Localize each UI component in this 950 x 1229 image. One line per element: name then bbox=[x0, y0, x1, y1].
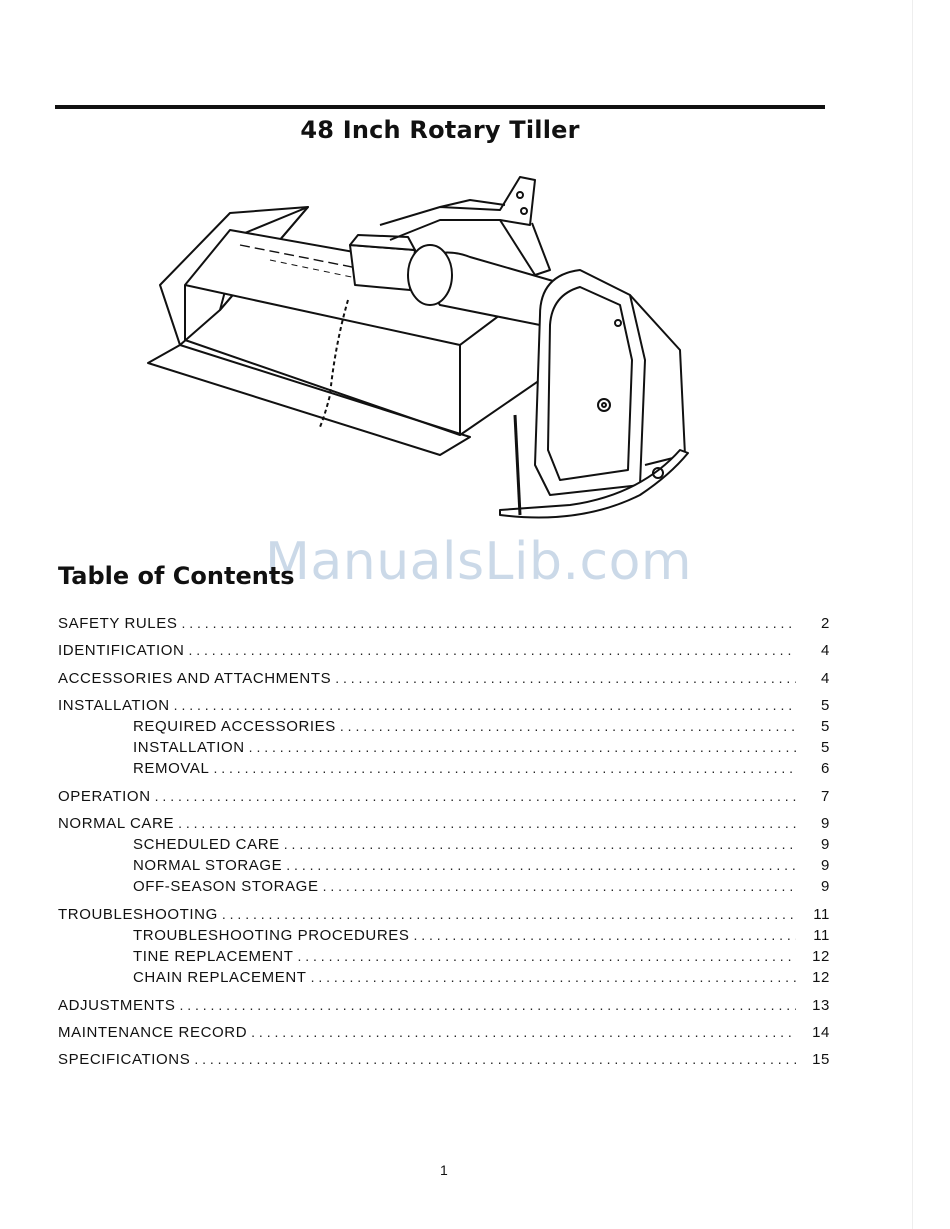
toc-entry-label: NORMAL STORAGE bbox=[133, 857, 283, 874]
toc-entry bbox=[58, 1051, 830, 1068]
toc-entry bbox=[133, 857, 830, 874]
toc-entry bbox=[58, 997, 830, 1014]
toc-entry-label: SCHEDULED CARE bbox=[133, 836, 280, 853]
toc-entry-page: 12 bbox=[812, 948, 830, 965]
toc-entry-page: 13 bbox=[812, 997, 830, 1014]
toc-heading: Table of Contents bbox=[58, 562, 295, 590]
toc-entry bbox=[58, 1024, 830, 1041]
rotary-tiller-illustration bbox=[140, 165, 700, 535]
toc-entry-label: INSTALLATION bbox=[133, 739, 245, 756]
toc-entry-label: SAFETY RULES bbox=[58, 615, 178, 632]
toc-entry-label: INSTALLATION bbox=[58, 697, 170, 714]
toc-entry-page: 9 bbox=[821, 836, 830, 853]
page-number: 1 bbox=[440, 1162, 448, 1178]
toc-leader-dots bbox=[155, 788, 796, 804]
toc-entry-page: 5 bbox=[821, 739, 830, 756]
toc-entry bbox=[133, 948, 830, 965]
toc-leader-dots bbox=[188, 642, 796, 658]
toc-entry-label: SPECIFICATIONS bbox=[58, 1051, 191, 1068]
toc-leader-dots bbox=[178, 815, 796, 831]
toc-entry-label: OFF-SEASON STORAGE bbox=[133, 878, 319, 895]
toc-entry bbox=[133, 927, 830, 944]
toc-leader-dots bbox=[286, 857, 796, 873]
toc-entry-page: 11 bbox=[813, 906, 830, 923]
toc-entry-page: 9 bbox=[821, 878, 830, 895]
toc-entry-label: TROUBLESHOOTING bbox=[58, 906, 218, 923]
toc-leader-dots bbox=[297, 948, 796, 964]
toc-entry bbox=[58, 670, 830, 687]
toc-leader-dots bbox=[413, 927, 796, 943]
toc-entry-label: MAINTENANCE RECORD bbox=[58, 1024, 248, 1041]
toc-entry-page: 9 bbox=[821, 815, 830, 832]
toc-entry bbox=[133, 836, 830, 853]
toc-entry bbox=[133, 969, 830, 986]
toc-entry-page: 6 bbox=[821, 760, 830, 777]
toc-entry-page: 14 bbox=[812, 1024, 830, 1041]
toc-entry-page: 7 bbox=[821, 788, 830, 805]
toc-entry-label: OPERATION bbox=[58, 788, 151, 805]
toc-entry-page: 9 bbox=[821, 857, 830, 874]
toc-leader-dots bbox=[335, 670, 796, 686]
toc-leader-dots bbox=[249, 739, 796, 755]
toc-leader-dots bbox=[251, 1024, 796, 1040]
toc-entry-page: 2 bbox=[821, 615, 830, 632]
toc-entry-page: 15 bbox=[812, 1051, 830, 1068]
page-edge-line bbox=[912, 0, 913, 1229]
toc-entry-label: ADJUSTMENTS bbox=[58, 997, 176, 1014]
toc-entry bbox=[58, 615, 830, 632]
toc-entry-label: TROUBLESHOOTING PROCEDURES bbox=[133, 927, 410, 944]
toc-entry bbox=[58, 697, 830, 714]
toc-leader-dots bbox=[323, 878, 796, 894]
toc-leader-dots bbox=[284, 836, 796, 852]
toc-leader-dots bbox=[222, 906, 796, 922]
toc-entry-page: 11 bbox=[813, 927, 830, 944]
toc-entry-page: 5 bbox=[821, 697, 830, 714]
toc-entry-page: 5 bbox=[821, 718, 830, 735]
toc-entry bbox=[58, 815, 830, 832]
toc-entry bbox=[133, 718, 830, 735]
toc-leader-dots bbox=[213, 760, 796, 776]
toc-entry-page: 12 bbox=[812, 969, 830, 986]
toc-leader-dots bbox=[194, 1051, 796, 1067]
toc-entry-label: IDENTIFICATION bbox=[58, 642, 185, 659]
header-rule bbox=[55, 105, 825, 109]
watermark: ManualsLib.com bbox=[265, 532, 693, 592]
toc-leader-dots bbox=[181, 615, 796, 631]
toc-leader-dots bbox=[311, 969, 796, 985]
toc-entry-label: REMOVAL bbox=[133, 760, 210, 777]
toc-entry-label: TINE REPLACEMENT bbox=[133, 948, 294, 965]
toc-entry-label: REQUIRED ACCESSORIES bbox=[133, 718, 336, 735]
toc-entry bbox=[133, 760, 830, 777]
toc-entry-page: 4 bbox=[821, 670, 830, 687]
toc-entry-label: ACCESSORIES AND ATTACHMENTS bbox=[58, 670, 332, 687]
toc-entry-label: NORMAL CARE bbox=[58, 815, 175, 832]
toc-entry bbox=[58, 642, 830, 659]
toc-entry bbox=[133, 739, 830, 756]
toc-entry bbox=[58, 788, 830, 805]
document-title: 48 Inch Rotary Tiller bbox=[300, 116, 580, 144]
toc-leader-dots bbox=[179, 997, 796, 1013]
toc-leader-dots bbox=[340, 718, 796, 734]
toc-entry-page: 4 bbox=[821, 642, 830, 659]
toc-entry bbox=[58, 906, 830, 923]
toc-entry-label: CHAIN REPLACEMENT bbox=[133, 969, 307, 986]
toc-entry bbox=[133, 878, 830, 895]
toc-leader-dots bbox=[174, 697, 796, 713]
